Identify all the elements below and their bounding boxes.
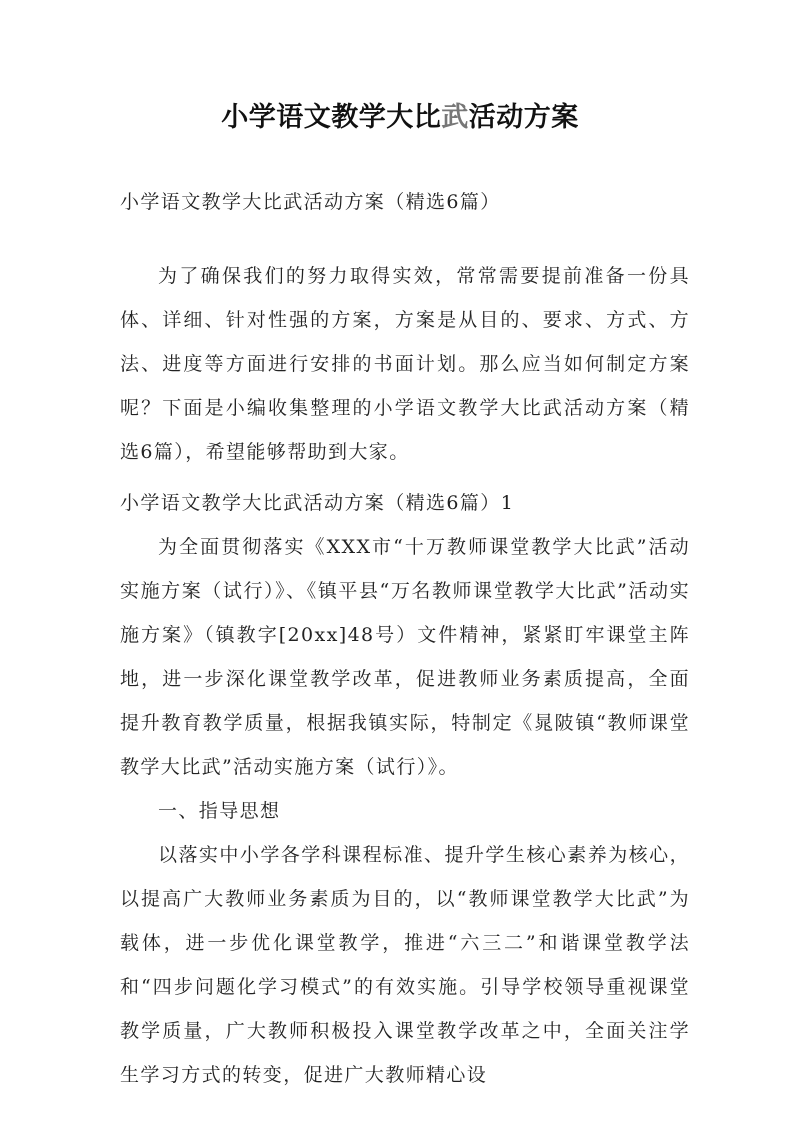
- guideline-paragraph: 以落实中小学各学科课程标准、提升学生核心素养为核心，以提高广大教师业务素质为目的，以“教师课堂教学大比武”为载体，进一步优化课堂教学，推进“六三二”和谐课堂教学法和“四步问题化学习模式”的有效实施。引导学校领导重视课堂教学质量，广大教师积极投入课堂教学改革之中，全面关注学生学习方式的转变，促进广大教师精心设: [120, 844, 690, 1086]
- guideline-heading: 一、指导思想: [158, 800, 281, 822]
- intro-paragraph: 为了确保我们的努力取得实效，常常需要提前准备一份具体、详细、针对性强的方案，方案是从目的、要求、方式、方法、进度等方面进行安排的书面计划。那么应当如何制定方案呢？下面是小编收集整理的小学语文教学大比武活动方案（精选6篇），希望能够帮助到大家。: [120, 265, 690, 463]
- section-heading-1: 小学语文教学大比武活动方案（精选6篇）1: [120, 492, 515, 514]
- section-paragraph-1: 为全面贯彻落实《XXX市“十万教师课堂教学大比武”活动实施方案（试行）》、《镇平县“万名教师课堂教学大比武”活动实施方案》（镇教字[20xx]48号）文件精神，紧紧盯牢课堂主阵地，进一步深化课堂教学改革，促进教师业务素质提高，全面提升教育教学质量，根据我镇实际，特制定《晁陂镇“教师课堂教学大比武”活动实施方案（试行）》。: [120, 536, 690, 778]
- title-text-part2: 活动方案: [468, 102, 579, 133]
- document-subtitle: 小学语文教学大比武活动方案（精选6篇）: [120, 191, 501, 213]
- title-text-faint-char: 武: [441, 102, 469, 133]
- section-body: [120, 525, 690, 1097]
- title-text-part1: 小学语文教学大比: [221, 102, 442, 133]
- document-title: [0, 98, 800, 138]
